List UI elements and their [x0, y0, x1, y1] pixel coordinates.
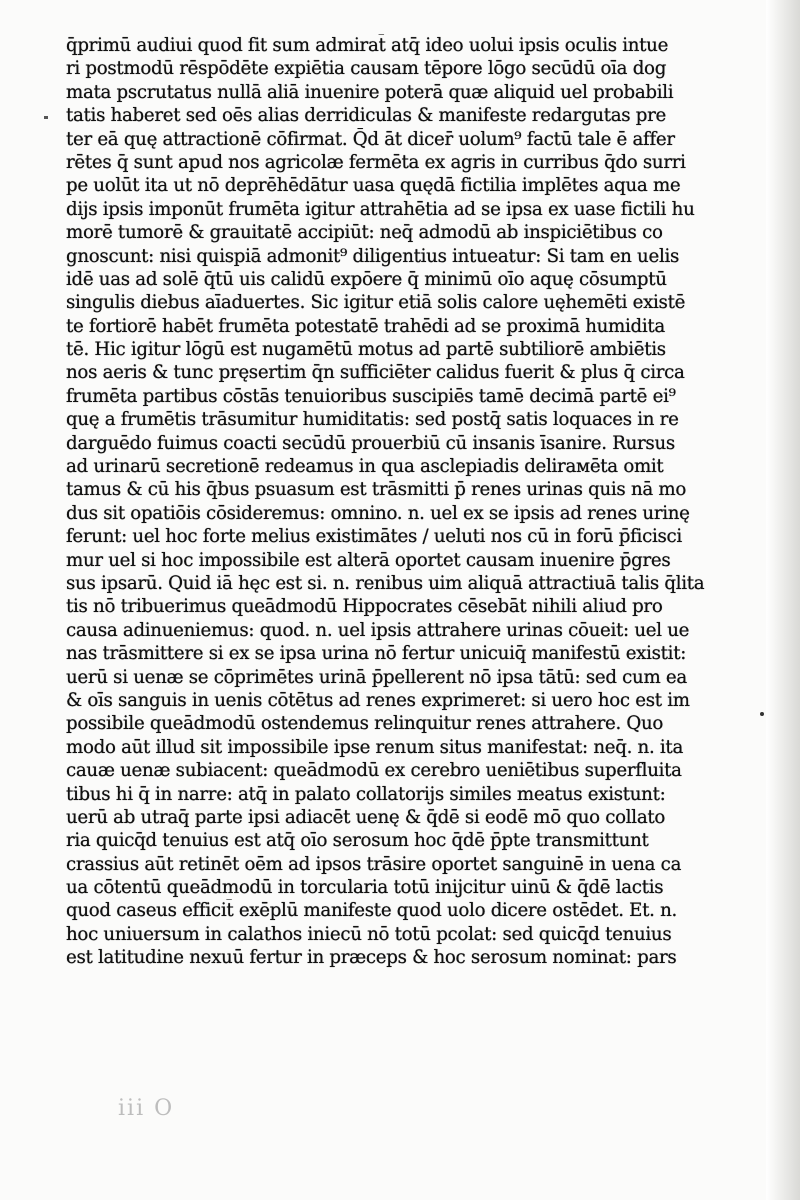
text-line: morē tumorē & grauitatē accipiūt: neq̄ admodū ab inspiciētibus co — [66, 222, 663, 244]
text-line: dijs ipsis imponūt frumēta igitur attrahētia ad se ipsa ex uase fictili hu — [66, 198, 695, 220]
text-line: mur uel si hoc impossibile est alterā oportet causam inuenire p̄gres — [66, 549, 671, 571]
text-line: possibile queādmodū ostendemus relinquitur renes attrahere. Quo — [66, 713, 664, 735]
body-text-block — [66, 34, 778, 970]
text-line: ri postmodū rēspōdēte expiētia causam tēpore lōgo secūdū oīa dog — [66, 58, 667, 80]
text-line: tibus hi q̄ in narre: atq̄ in palato collatorijs similes meatus existunt: — [66, 783, 666, 805]
text-line: pe uolūt ita ut nō deprēhēdātur uasa quędā fictilia implētes aqua me — [66, 175, 681, 197]
text-line: causa adinueniemus: quod. n. uel ipsis attrahere urinas cōueit: uel ue — [66, 619, 690, 641]
text-line: mata pscrutatus nullā aliā inuenire poterā quæ aliquid uel probabili — [66, 81, 674, 103]
text-line: tamus & cū his q̄bus psuasum est trāsmitti p̄ renes urinas quis nā mo — [66, 479, 686, 501]
text-line: ter eā quę attractionē cōfirmat. Q̄d āt dicer̄ uolum⁹ factū tale ē affer — [66, 128, 675, 150]
text-line: uerū si uenæ se cōprimētes urinā p̄pellerent nō ipsa tātū: sed cum ea — [66, 666, 687, 688]
text-line: singulis diebus aīaduertes. Sic igitur etiā solis calore uęhemēti existē — [66, 292, 686, 314]
text-line: gnoscunt: nisi quispiā admonit⁹ diligentius intueatur: Si tam en uelis — [66, 245, 680, 267]
text-line: idē uas ad solē q̄tū uis calidū expōere q̄ minimū oīo aquę cōsumptū — [66, 268, 667, 290]
text-line: nos aeris & tunc pręsertim q̄n sufficiēter calidus fuerit & plus q̄ circa — [66, 362, 685, 384]
text-line: te fortiorē habēt frumēta potestatē trahēdi ad se proximā humidita — [66, 315, 665, 337]
text-line: est latitudine nexuū fertur in præceps & hoc serosum nominat: pars — [66, 947, 677, 969]
text-line: tis nō tribuerimus queādmodū Hippocrates cēsebāt nihili aliud pro — [66, 596, 663, 618]
text-line: quod caseus efficit̄ exēplū manifeste quod uolo dicere ostēdet. Et. n. — [66, 900, 678, 922]
text-line: modo aūt illud sit impossibile ipse renum situs manifestat: neq̄. n. ita — [66, 736, 683, 758]
text-line: tatis haberet sed oēs alias derridiculas & manifeste redargutas pre — [66, 105, 666, 127]
text-line: uerū ab utraq̄ parte ipsi adiacēt uenę & q̄dē si eodē mō quo collato — [66, 806, 666, 828]
text-line: dus sit opatiōis cōsideremus: omnino. n. uel ex se ipsis ad renes urinę — [66, 502, 690, 524]
text-line: hoc uniuersum in calathos iniecū nō totū pcolat: sed quicq̄d tenuius — [66, 923, 672, 945]
text-line: darguēdo fuimus coacti secūdū prouerbiū cū insanis īsanire. Rursus — [66, 432, 675, 454]
signature-mark: iii O — [118, 1096, 175, 1121]
text-line: quę a frumētis trāsumitur humiditatis: sed postq̄ satis loquaces in re — [66, 409, 679, 431]
text-line: ria quicq̄d tenuius est atq̄ oīo serosum hoc q̄dē p̄pte transmittunt — [66, 830, 649, 852]
text-line: cauæ uenæ subiacent: queādmodū ex cerebro ueniētibus superfluita — [66, 760, 682, 782]
margin-ink-mark — [44, 116, 48, 119]
text-line: crassius aūt retinēt oēm ad ipsos trāsire oportet sanguinē in uena ca — [66, 853, 682, 875]
text-line: sus ipsarū. Quid iā hęc est si. n. renibus uim aliquā attractiuā talis q̄lita — [66, 572, 705, 594]
text-line: frumēta partibus cōstās tenuioribus suscipiēs tamē decimā partē ei⁹ — [66, 385, 676, 407]
text-line: nas trāsmittere si ex se ipsa urina nō fertur unicuiq̄ manifestū existit: — [66, 643, 687, 665]
text-line: q̄primū audiui quod fit sum admirat̄ atq̄ ideo uolui ipsis oculis intue — [66, 35, 669, 56]
text-line: & oīs sanguis in uenis cōtētus ad renes exprimeret: si uero hoc est im — [66, 689, 690, 711]
text-line: ferunt: uel hoc forte melius existimātes / ueluti nos cū in forū p̄ficisci — [66, 526, 682, 548]
text-line: rētes q̄ sunt apud nos agricolæ fermēta ex agris in curribus q̄do surri — [66, 151, 686, 173]
text-line: tē. Hic igitur lōgū est nugamētū motus ad partē subtiliorē ambiētis — [66, 339, 666, 361]
text-line: ua cōtentū queādmodū in torcularia totū inijcitur uinū & q̄dē lactis — [66, 877, 664, 899]
text-line: ad urinarū secretionē redeamus in qua asclepiadis delirамēta omit — [66, 456, 664, 478]
